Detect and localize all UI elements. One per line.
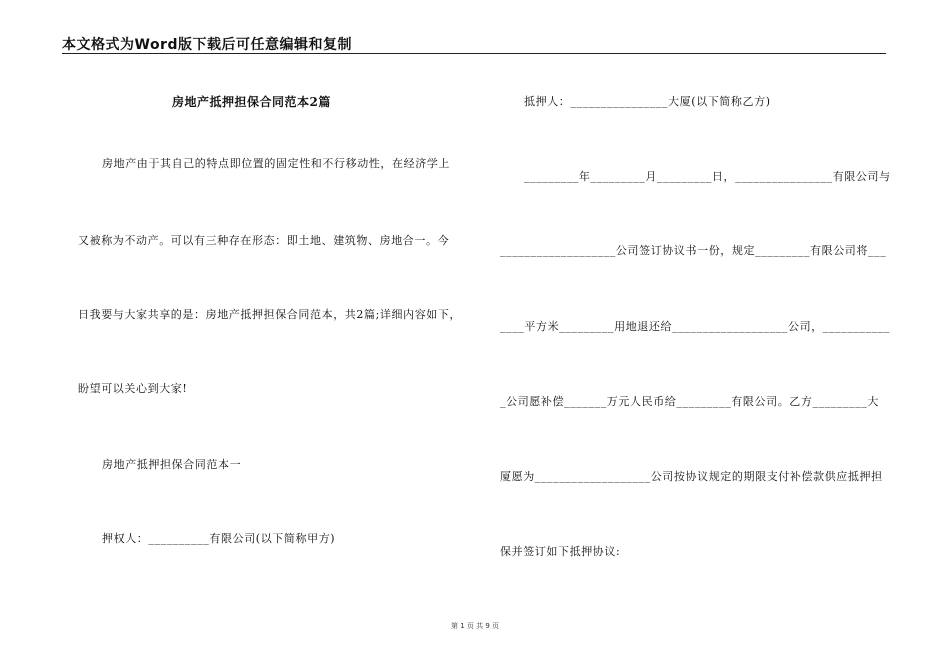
header-text: 本文格式为Word版下载后可任意编辑和复制	[62, 37, 352, 53]
paragraph-line: 房地产由于其自己的特点即位置的固定性和不行移动性，在经济学上	[102, 157, 450, 170]
paragraph-line: 保并签订如下抵押协议:	[500, 545, 621, 558]
paragraph-line: 厦愿为___________________公司按协议规定的期限支付补偿款供应抵押担	[500, 470, 883, 483]
paragraph-line: 又被称为不动产。可以有三种存在形态：即土地、建筑物、房地合一。今	[78, 234, 450, 247]
paragraph-line: _公司愿补偿_______万元人民币给_________有限公司。乙方_________大	[500, 395, 879, 408]
section-heading: 房地产抵押担保合同范本一	[102, 458, 242, 471]
paragraph-line: ___________________公司签订协议书一份，规定_________有限公司将___	[500, 244, 887, 257]
paragraph-line: 抵押人：________________大厦(以下简称乙方)	[524, 95, 771, 108]
paragraph-line: 日我要与大家共享的是：房地产抵押担保合同范本，共2篇;详细内容如下，	[78, 308, 462, 321]
document-title: 房地产抵押担保合同范本2篇	[172, 95, 331, 109]
paragraph-line: ____平方米_________用地退还给___________________公司，___________	[500, 320, 890, 333]
header-divider	[62, 53, 886, 54]
paragraph-line: _________年_________月_________日，________________有限公司与	[524, 170, 891, 183]
paragraph-line: 押权人：__________有限公司(以下简称甲方)	[102, 532, 336, 545]
page-number: 第 1 页 共 9 页	[450, 622, 500, 630]
paragraph-line: 盼望可以关心到大家!	[78, 382, 188, 395]
